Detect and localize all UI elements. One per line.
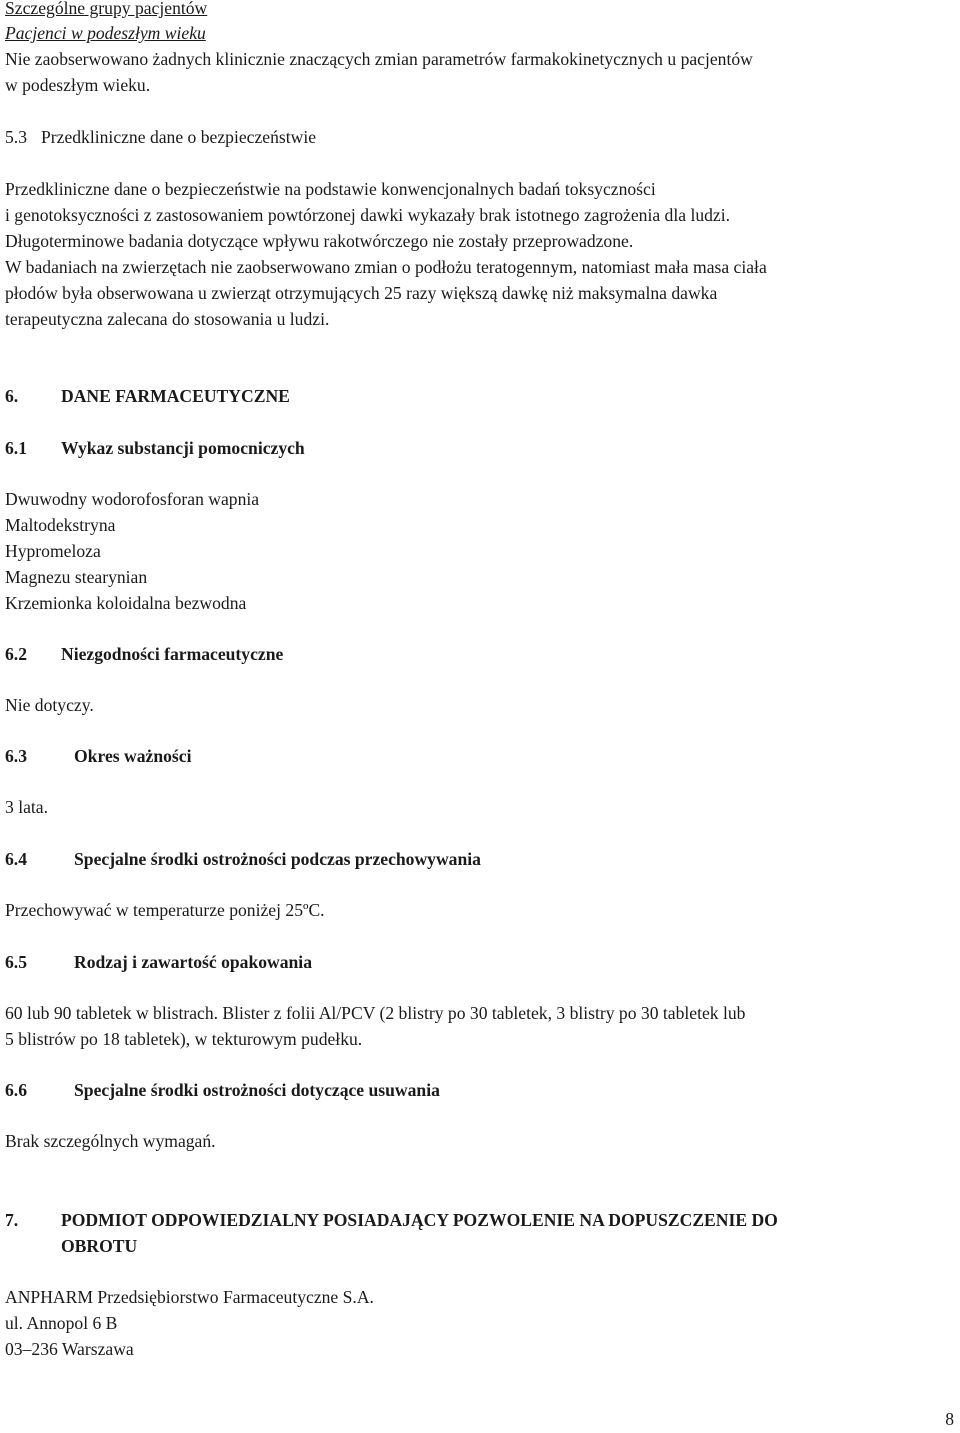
elderly-patients-subheading: Pacjenci w podeszłym wieku <box>5 23 206 43</box>
excipient-item: Krzemionka koloidalna bezwodna <box>5 593 247 613</box>
section-title: Niezgodności farmaceutyczne <box>61 644 284 664</box>
section-6-5-heading <box>5 950 312 976</box>
section-number: 6.2 <box>5 644 27 664</box>
excipient-item: Dwuwodny wodorofosforan wapnia <box>5 489 260 509</box>
section-title-line1: PODMIOT ODPOWIEDZIALNY POSIADAJĄCY POZWOLENIE NA DOPUSZCZENIE DO <box>61 1210 778 1230</box>
section-number: 6. <box>5 386 19 406</box>
section-title: Wykaz substancji pomocniczych <box>61 438 305 458</box>
section-6-4-heading <box>5 847 481 873</box>
section-title: Specjalne środki ostrożności podczas przechowywania <box>74 849 481 869</box>
section-6-3-heading <box>5 744 191 770</box>
special-groups-heading: Szczególne grupy pacjentów <box>5 0 208 18</box>
elderly-text-line2: w podeszłym wieku. <box>5 75 151 95</box>
preclinical-line1: Przedkliniczne dane o bezpieczeństwie na podstawie konwencjonalnych badań toksyczności <box>5 179 656 199</box>
section-number: 6.1 <box>5 438 27 458</box>
section-6-2-heading <box>5 642 283 668</box>
packaging-line2: 5 blistrów po 18 tabletek), w tekturowym pudełku. <box>5 1029 363 1049</box>
company-street: ul. Annopol 6 B <box>5 1313 118 1333</box>
section-number: 6.6 <box>5 1080 27 1100</box>
section-number: 6.4 <box>5 849 27 869</box>
preclinical-line3: Długoterminowe badania dotyczące wpływu rakotwórczego nie zostały przeprowadzone. <box>5 231 634 251</box>
excipient-item: Maltodekstryna <box>5 515 116 535</box>
preclinical-line4: W badaniach na zwierzętach nie zaobserwowano zmian o podłożu teratogennym, natomiast mała masa ciała <box>5 257 767 277</box>
section-title: Okres ważności <box>74 746 192 766</box>
section-title <box>61 1208 955 1260</box>
section-5-3-heading <box>5 125 316 151</box>
page-number: 8 <box>945 1409 954 1429</box>
excipient-item: Hypromeloza <box>5 541 101 561</box>
section-title: Przedkliniczne dane o bezpieczeństwie <box>41 127 317 147</box>
section-number: 6.5 <box>5 952 27 972</box>
shelf-life-text: 3 lata. <box>5 797 48 817</box>
section-title: Rodzaj i zawartość opakowania <box>74 952 312 972</box>
section-6-heading <box>5 384 290 410</box>
section-title-line2: OBROTU <box>61 1235 138 1256</box>
storage-text: Przechowywać w temperaturze poniżej 25ºC. <box>5 900 325 920</box>
company-name: ANPHARM Przedsiębiorstwo Farmaceutyczne S.A. <box>5 1287 374 1307</box>
section-7-heading <box>5 1208 955 1260</box>
incompatibilities-text: Nie dotyczy. <box>5 695 94 715</box>
packaging-line1: 60 lub 90 tabletek w blistrach. Blister z folii Al/PCV (2 blistry po 30 tabletek, 3 blistry po 30 tabletek lub <box>5 1003 746 1023</box>
disposal-text: Brak szczególnych wymagań. <box>5 1131 216 1151</box>
section-number: 6.3 <box>5 746 27 766</box>
preclinical-line6: terapeutyczna zalecana do stosowania u ludzi. <box>5 309 330 329</box>
section-title: DANE FARMACEUTYCZNE <box>61 386 290 406</box>
excipient-item: Magnezu stearynian <box>5 567 148 587</box>
company-city: 03–236 Warszawa <box>5 1339 134 1359</box>
section-6-1-heading <box>5 436 305 462</box>
elderly-text-line1: Nie zaobserwowano żadnych klinicznie znaczących zmian parametrów farmakokinetycznych u pacjentów <box>5 49 753 69</box>
section-number: 7. <box>5 1210 19 1230</box>
preclinical-line5: płodów była obserwowana u zwierząt otrzymujących 25 razy większą dawkę niż maksymalna dawka <box>5 283 718 303</box>
section-title: Specjalne środki ostrożności dotyczące usuwania <box>74 1080 440 1100</box>
section-6-6-heading <box>5 1078 440 1104</box>
preclinical-line2: i genotoksyczności z zastosowaniem powtórzonej dawki wykazały brak istotnego zagrożenia dla ludzi. <box>5 205 731 225</box>
section-number: 5.3 <box>5 127 27 147</box>
